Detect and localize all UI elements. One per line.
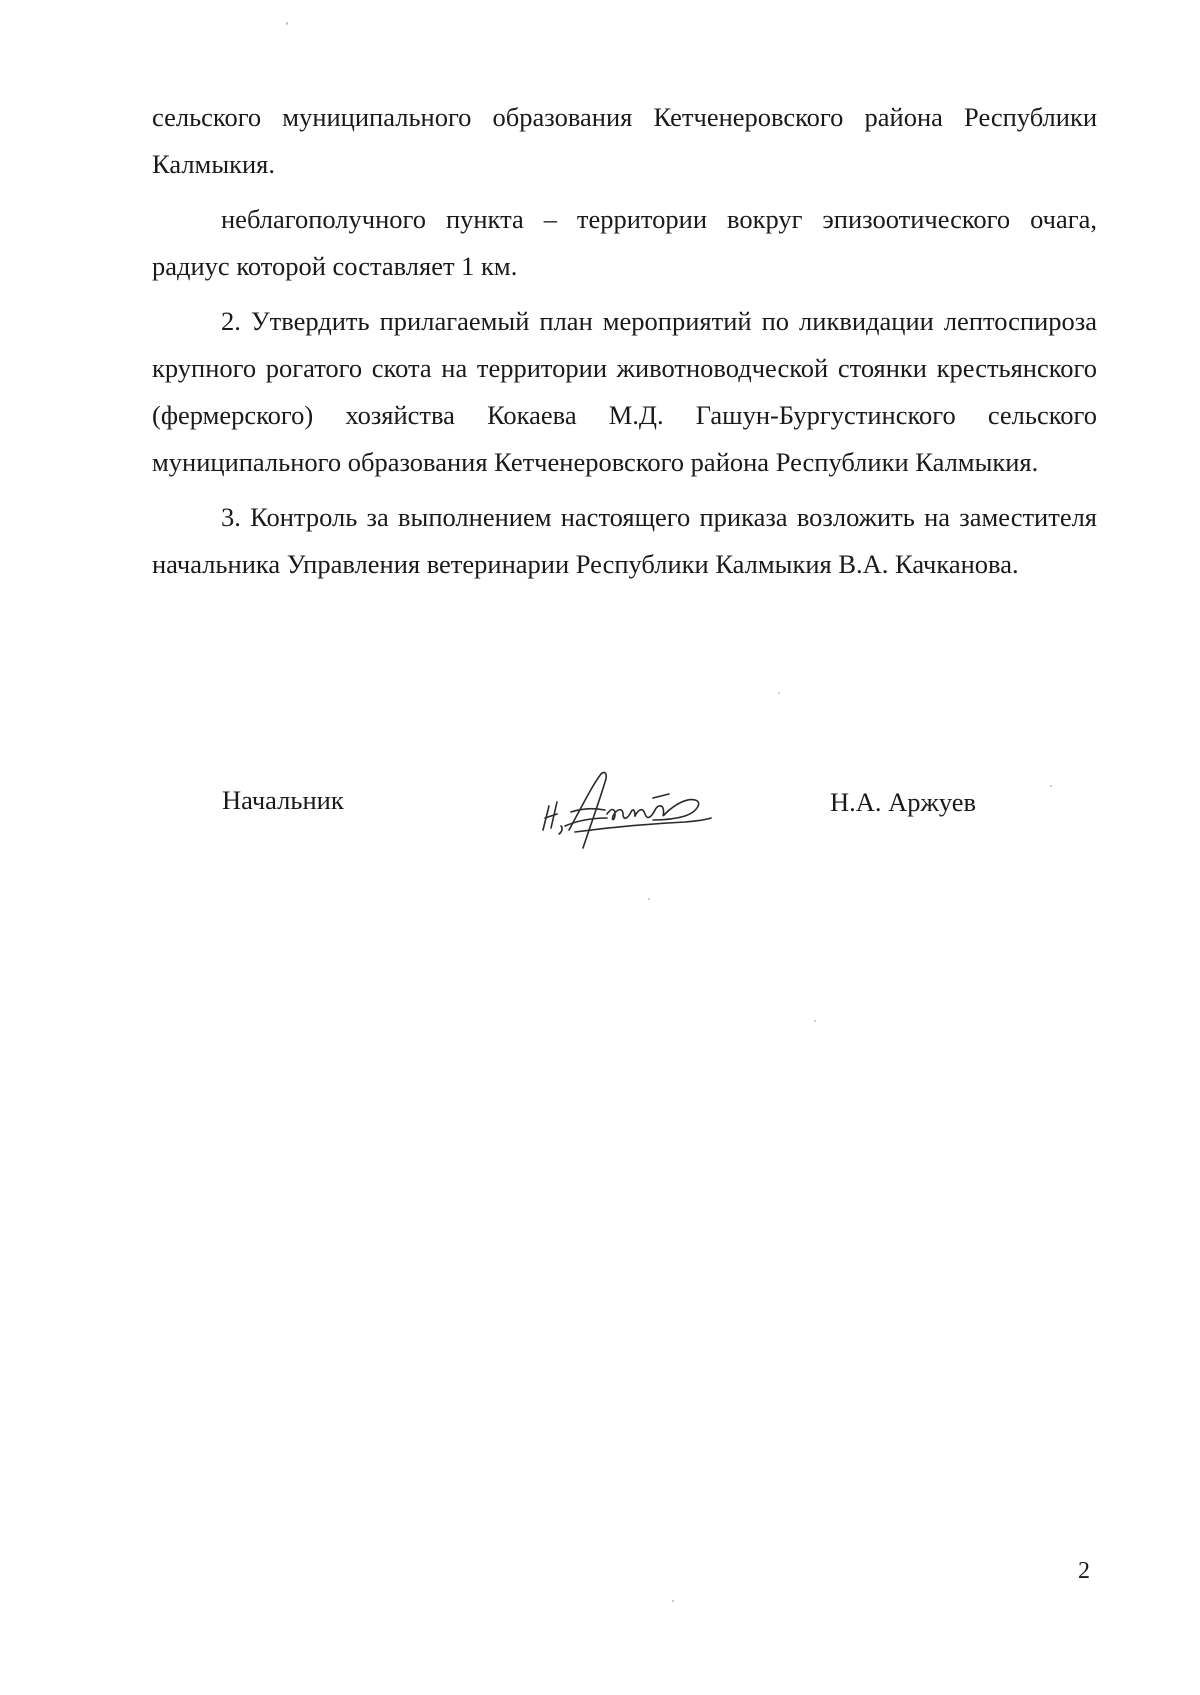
page-number: 2: [1078, 1558, 1090, 1584]
scan-speck: [648, 898, 650, 900]
scan-speck: [814, 1020, 816, 1022]
signatory-name: Н.А. Аржуев: [830, 787, 977, 817]
scan-speck: [1050, 785, 1052, 787]
signatory-position: Начальник: [222, 785, 344, 815]
signature-block: [0, 780, 1200, 890]
scan-speck: [672, 1600, 674, 1602]
handwritten-signature-icon: [535, 768, 735, 860]
paragraph-item-3: 3. Контроль за выполнением настоящего приказа возложить на заместителя начальника Управления ветеринарии Республики Калмыкия В.А. Качканова.: [152, 502, 1097, 579]
paragraph-item-2: 2. Утвердить прилагаемый план мероприятий по ликвидации лептоспироза крупного рогатого скота на территории животноводческой стоянки крестьянского (фермерского) хозяйства Кокаева М.Д. Гашун-Бургустинского сельского муниципального образования Кетченеровского района Республики Калмыкия.: [152, 306, 1097, 477]
paragraph-continuation: сельского муниципального образования Кетченеровского района Республики Калмыкия.: [152, 102, 1097, 179]
document-body: [152, 94, 1097, 596]
scan-speck: [286, 22, 288, 25]
paragraph-disadvantaged-point: неблагополучного пункта – территории вокруг эпизоотического очага, радиус которой составляет 1 км.: [152, 204, 1097, 281]
scan-speck: [778, 692, 780, 694]
